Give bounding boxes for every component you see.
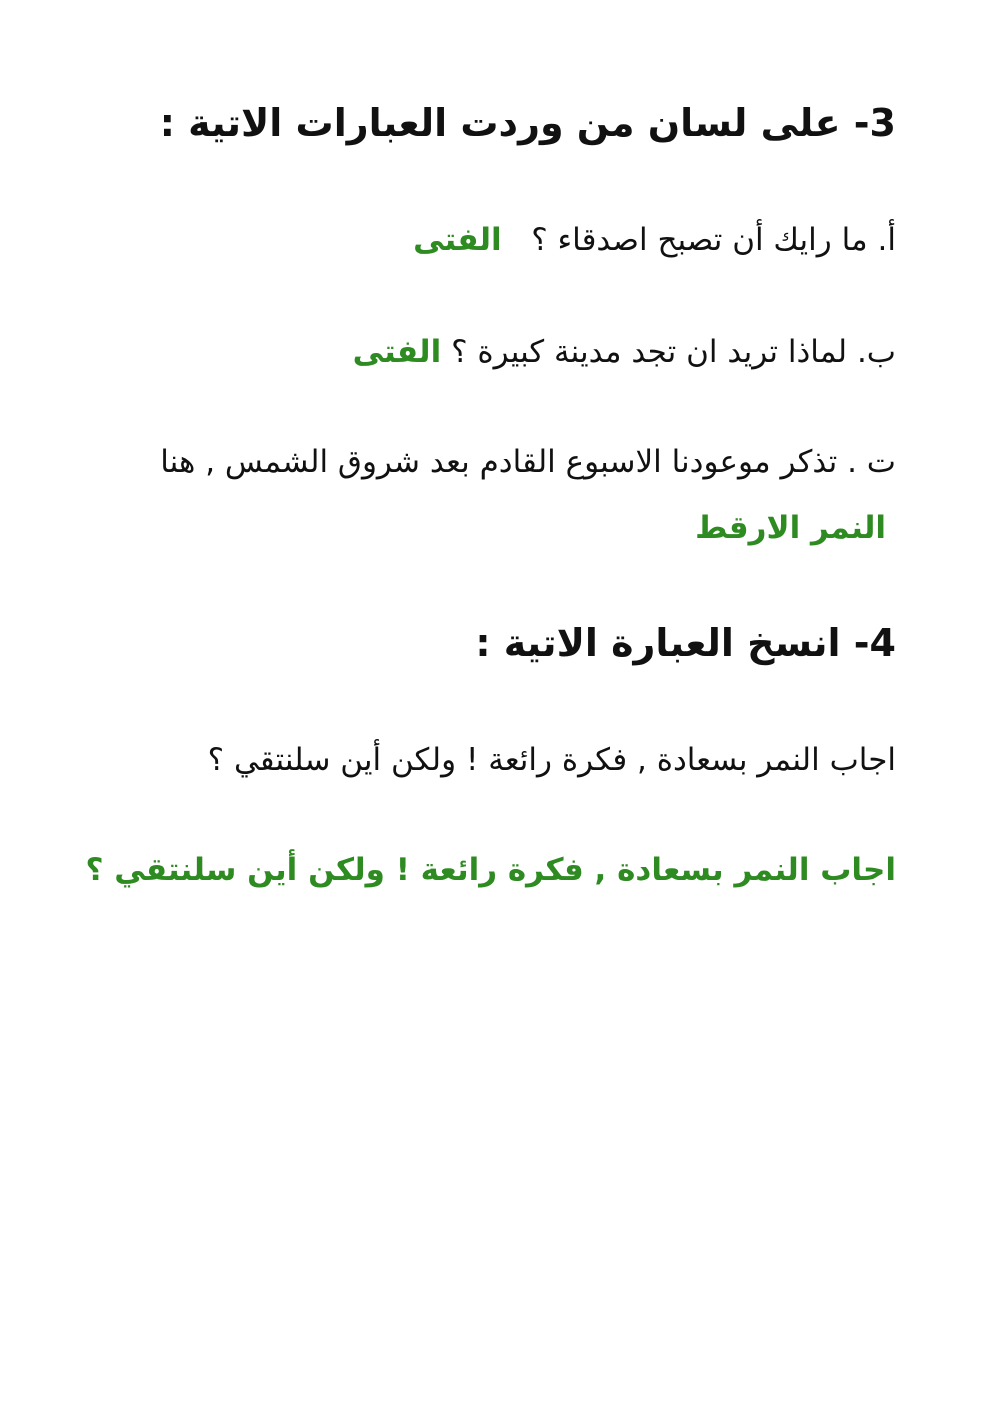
- question-3-heading: [96, 98, 896, 148]
- question-4-heading: [96, 618, 896, 668]
- question-3-item-a: [96, 218, 896, 262]
- item-a-text: ما رايك أن تصبح اصدقاء ؟: [531, 222, 868, 258]
- question-3-number: 3-: [853, 101, 896, 145]
- item-a-prefix: أ.: [877, 222, 896, 258]
- question-3-title: على لسان من وردت العبارات الاتية :: [159, 101, 841, 145]
- item-a-answer: الفتى: [413, 222, 502, 258]
- question-3-item-c: [96, 440, 896, 484]
- item-c-answer: النمر الارقط: [695, 510, 886, 546]
- item-c-prefix: ت .: [847, 444, 896, 480]
- question-3-item-b: [96, 330, 896, 374]
- question-4-title: انسخ العبارة الاتية :: [475, 621, 841, 665]
- question-4-copied-answer: اجاب النمر بسعادة , فكرة رائعة ! ولكن أين سلنتقي ؟: [85, 852, 896, 888]
- item-b-answer: الفتى: [352, 334, 442, 370]
- question-4-sentence: اجاب النمر بسعادة , فكرة رائعة ! ولكن أين سلنتقي ؟: [207, 742, 896, 778]
- question-4-number: 4-: [853, 621, 896, 665]
- item-b-text: لماذا تريد ان تجد مدينة كبيرة ؟: [451, 334, 848, 370]
- item-b-prefix: ب.: [856, 334, 896, 370]
- item-c-text: تذكر موعودنا الاسبوع القادم بعد شروق الشمس , هنا: [160, 444, 838, 480]
